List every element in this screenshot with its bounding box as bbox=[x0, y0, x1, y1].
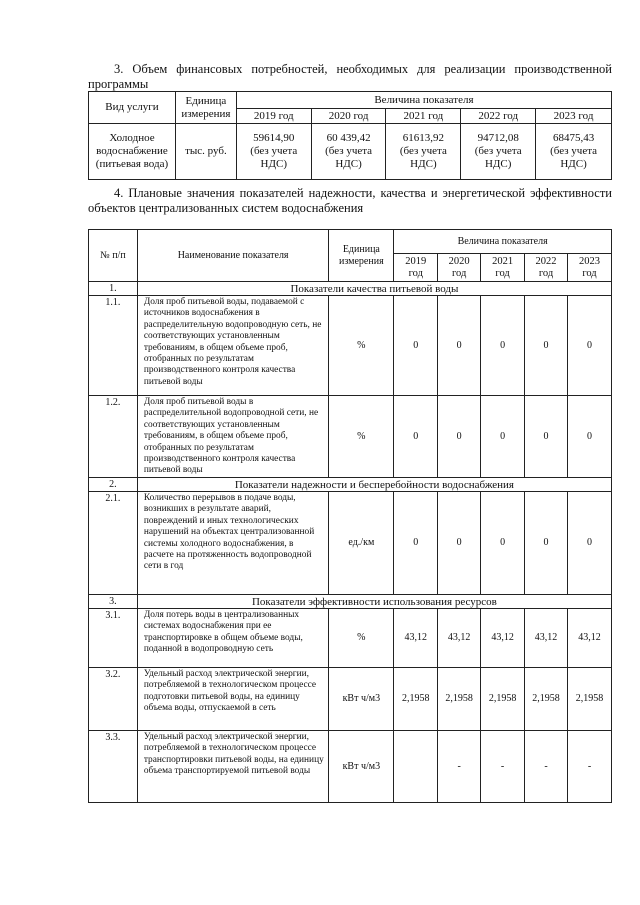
indicator-name: Удельный расход электрической энергии, потребляемой в технологическом процессе подготовки питьевой воды, на единицу объема воды, отпускаемой в сеть bbox=[137, 668, 329, 731]
value-cell: 68475,43 (без учета НДС) bbox=[536, 124, 612, 180]
header-unit: Единица измерения bbox=[175, 92, 236, 124]
value-cell: 2,1958 bbox=[525, 668, 568, 731]
year-header: 2022 год bbox=[461, 109, 536, 124]
year-header: 2020 год bbox=[438, 254, 481, 282]
header-service: Вид услуги bbox=[89, 92, 176, 124]
value-cell: - bbox=[481, 731, 525, 803]
row-number: 3.2. bbox=[89, 668, 138, 731]
table-row bbox=[89, 668, 612, 731]
value-cell: 0 bbox=[394, 296, 438, 396]
section-row bbox=[89, 282, 612, 296]
service-cell: Холодное водоснабжение (питьевая вода) bbox=[89, 124, 176, 180]
indicator-name: Доля проб питьевой воды, подаваемой с источников водоснабжения в распределительную водопроводную сеть, не соответствующих установленным требованиям, в общем объеме проб, отобранных по результатам производственного контроля качества питьевой воды bbox=[137, 296, 329, 396]
table-row bbox=[89, 124, 612, 180]
indicator-name: Количество перерывов в подаче воды, возникших в результате аварий, повреждений и иных технологических нарушений на объектах централизованной системы холодного водоснабжения, в расчете на протяженность водопроводной сети в год bbox=[137, 492, 329, 595]
value-cell: - bbox=[525, 731, 568, 803]
section-title: Показатели надежности и бесперебойности водоснабжения bbox=[137, 478, 611, 492]
unit-cell: тыс. руб. bbox=[175, 124, 236, 180]
section-title: Показатели качества питьевой воды bbox=[137, 282, 611, 296]
year-header: 2021 год bbox=[386, 109, 461, 124]
value-cell: 2,1958 bbox=[567, 668, 611, 731]
value-cell: 61613,92 (без учета НДС) bbox=[386, 124, 461, 180]
value-cell: 43,12 bbox=[481, 609, 525, 668]
value-cell: 0 bbox=[438, 296, 481, 396]
table-row bbox=[89, 492, 612, 595]
row-number: 2.1. bbox=[89, 492, 138, 595]
value-cell: 60 439,42 (без учета НДС) bbox=[311, 124, 386, 180]
value-cell: 0 bbox=[525, 296, 568, 396]
header-num: № п/п bbox=[89, 230, 138, 282]
indicator-name: Доля потерь воды в централизованных системах водоснабжения при ее транспортировке в общем объеме воды, поданной в водопроводную сеть bbox=[137, 609, 329, 668]
year-header: 2019 год bbox=[394, 254, 438, 282]
value-cell: 0 bbox=[481, 296, 525, 396]
value-cell: 0 bbox=[394, 396, 438, 478]
section-3-heading: 3. Объем финансовых потребностей, необходимых для реализации производственной программы bbox=[88, 62, 612, 91]
value-cell: 0 bbox=[567, 296, 611, 396]
row-number: 1.2. bbox=[89, 396, 138, 478]
value-cell: 0 bbox=[525, 396, 568, 478]
row-number: 3.3. bbox=[89, 731, 138, 803]
table-row bbox=[89, 731, 612, 803]
header-value: Величина показателя bbox=[394, 230, 612, 254]
section-row bbox=[89, 595, 612, 609]
value-cell: 0 bbox=[567, 396, 611, 478]
year-header: 2023 год bbox=[536, 109, 612, 124]
value-cell: 43,12 bbox=[394, 609, 438, 668]
value-cell: 43,12 bbox=[438, 609, 481, 668]
section-number: 3. bbox=[89, 595, 138, 609]
section-row bbox=[89, 478, 612, 492]
table-row bbox=[89, 296, 612, 396]
value-cell: 0 bbox=[567, 492, 611, 595]
section-4-heading: 4. Плановые значения показателей надежности, качества и энергетической эффективности объектов централизованных систем водоснабжения bbox=[88, 186, 612, 215]
year-header: 2023 год bbox=[567, 254, 611, 282]
table-row bbox=[89, 609, 612, 668]
value-cell: - bbox=[567, 731, 611, 803]
value-cell: 0 bbox=[481, 492, 525, 595]
section-title: Показатели эффективности использования ресурсов bbox=[137, 595, 611, 609]
unit-cell: % bbox=[329, 296, 394, 396]
value-cell: 2,1958 bbox=[394, 668, 438, 731]
value-cell: 2,1958 bbox=[438, 668, 481, 731]
unit-cell: кВт ч/м3 bbox=[329, 668, 394, 731]
financial-needs-table bbox=[88, 91, 612, 180]
row-number: 1.1. bbox=[89, 296, 138, 396]
section-number: 1. bbox=[89, 282, 138, 296]
section-number: 2. bbox=[89, 478, 138, 492]
row-number: 3.1. bbox=[89, 609, 138, 668]
value-cell: 0 bbox=[481, 396, 525, 478]
indicators-table bbox=[88, 229, 612, 803]
unit-cell: кВт ч/м3 bbox=[329, 731, 394, 803]
indicator-name: Доля проб питьевой воды в распределительной водопроводной сети, не соответствующих установленным требованиям, в общем объеме проб, отобранных по результатам производственного контроля качества питьевой воды bbox=[137, 396, 329, 478]
unit-cell: ед./км bbox=[329, 492, 394, 595]
table-row bbox=[89, 396, 612, 478]
value-cell: - bbox=[438, 731, 481, 803]
value-cell: 94712,08 (без учета НДС) bbox=[461, 124, 536, 180]
year-header: 2021 год bbox=[481, 254, 525, 282]
value-cell: 0 bbox=[438, 396, 481, 478]
indicator-name: Удельный расход электрической энергии, потребляемой в технологическом процессе транспортировки питьевой воды, на единицу объема транспортируемой питьевой воды bbox=[137, 731, 329, 803]
value-cell: 59614,90 (без учета НДС) bbox=[236, 124, 311, 180]
header-name: Наименование показателя bbox=[137, 230, 329, 282]
header-unit: Единица измерения bbox=[329, 230, 394, 282]
value-cell bbox=[394, 731, 438, 803]
unit-cell: % bbox=[329, 609, 394, 668]
year-header: 2022 год bbox=[525, 254, 568, 282]
value-cell: 2,1958 bbox=[481, 668, 525, 731]
year-header: 2019 год bbox=[236, 109, 311, 124]
value-cell: 0 bbox=[438, 492, 481, 595]
value-cell: 43,12 bbox=[525, 609, 568, 668]
value-cell: 0 bbox=[394, 492, 438, 595]
value-cell: 0 bbox=[525, 492, 568, 595]
header-value: Величина показателя bbox=[236, 92, 611, 109]
unit-cell: % bbox=[329, 396, 394, 478]
year-header: 2020 год bbox=[311, 109, 386, 124]
value-cell: 43,12 bbox=[567, 609, 611, 668]
